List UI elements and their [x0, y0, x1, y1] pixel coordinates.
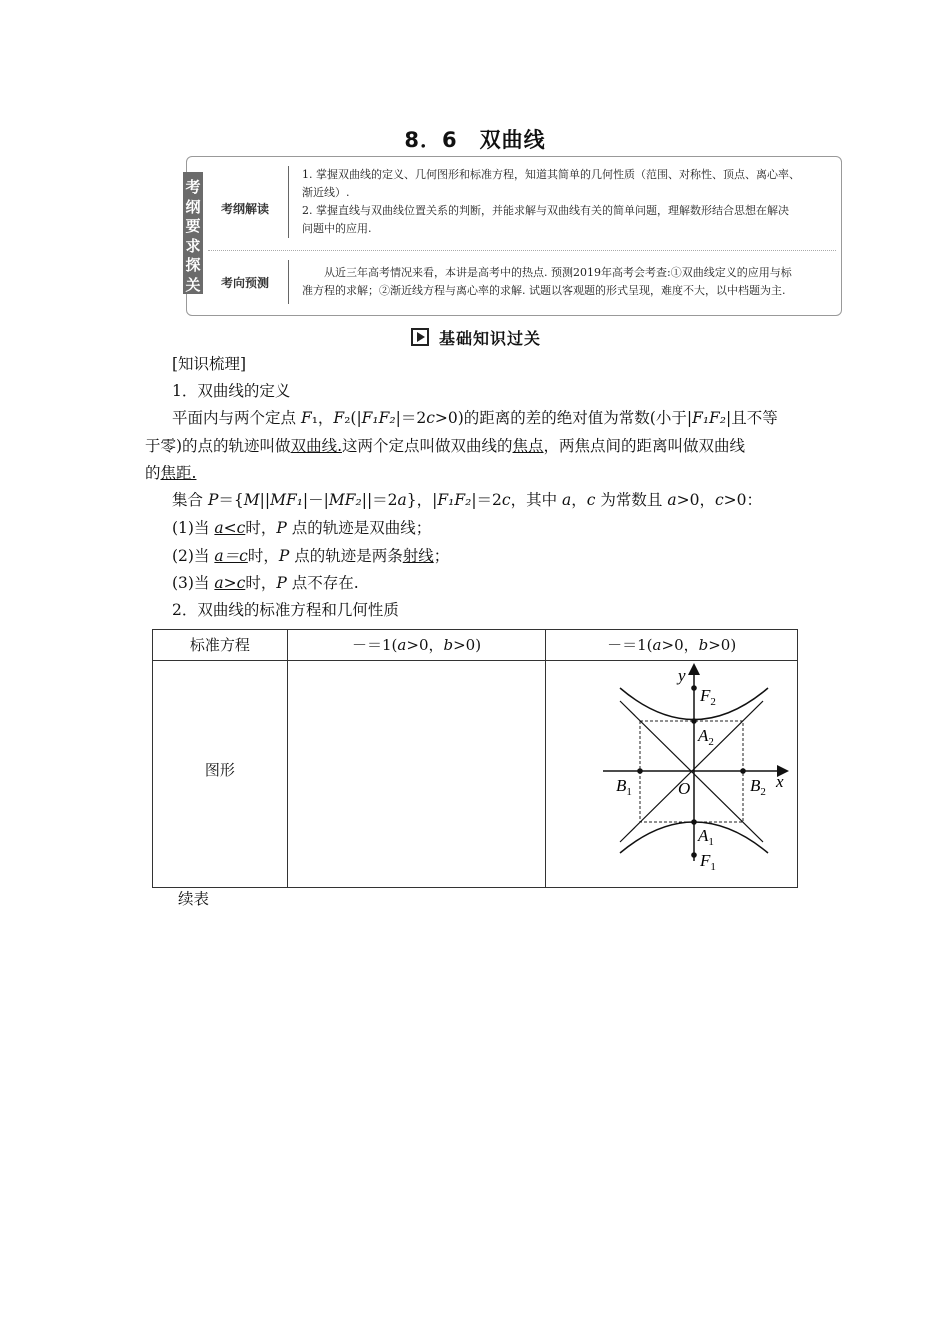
hyperbola-figure [598, 661, 798, 877]
syllabus-side-label [183, 172, 203, 294]
heading-standard-equation: 2．双曲线的标准方程和几何性质 [172, 601, 399, 619]
table-row-label: 图形 [204, 761, 235, 779]
syllabus-line: 从近三年高考情况来看，本讲是高考中的热点. 预测2019年高考会考查:①双曲线定义的应用与标 [302, 266, 792, 279]
syllabus-line: 渐近线）. [302, 186, 350, 199]
label-A2: $A_2$ [698, 726, 715, 748]
syllabus-line: 1. 掌握双曲线的定义、几何图形和标准方程，知道其简单的几何性质（范围、对称性、顶点、离心率、 [302, 168, 800, 181]
syllabus-row-label: 考纲解读 [220, 202, 269, 216]
side-char: 探 [185, 256, 201, 274]
definition-line-2: 于零)的点的轨迹叫做双曲线.这两个定点叫做双曲线的焦点，两焦点间的距离叫做双曲线 [145, 437, 746, 455]
set-definition: 集合 P＝{M||MF₁|－|MF₂||＝2a}，|F₁F₂|＝2c，其中 a，c 为常数且 a>0，c>0： [172, 491, 762, 509]
table-row-label-cell [153, 661, 288, 888]
definition-line-1: 平面内与两个定点 F₁，F₂(|F₁F₂|＝2c>0)的距离的差的绝对值为常数(小于|F₁F₂|且不等 [172, 409, 778, 427]
section-tag: [知识梳理] [172, 355, 247, 373]
figure-vertical-cell [546, 661, 798, 888]
syllabus-row-label: 考向预测 [220, 276, 269, 290]
equation-horizontal: －＝1(a>0，b>0) [287, 630, 546, 661]
syllabus-row-text [302, 166, 832, 238]
point-B1 [638, 768, 644, 774]
term-hyperbola: 双曲线. [290, 437, 342, 455]
case-3: (3)当 a>c时，P 点不存在. [172, 574, 359, 592]
heading-definition: 1．双曲线的定义 [172, 382, 291, 400]
properties-table [152, 629, 798, 888]
label-B2: $B_2$ [750, 776, 767, 798]
case-2: (2)当 a＝c时，P 点的轨迹是两条射线； [172, 547, 450, 565]
syllabus-line: 准方程的求解；②渐近线方程与离心率的求解. 试题以客观题的形式呈现，难度不大，以中档题为主. [302, 284, 786, 297]
point-A2 [692, 718, 698, 724]
side-char: 要 [185, 217, 201, 235]
syllabus-line: 2. 掌握直线与双曲线位置关系的判断，并能求解与双曲线有关的简单问题，理解数形结合思想在解决 [302, 204, 789, 217]
section-banner [411, 326, 541, 348]
label-A1: $A_1$ [698, 826, 715, 848]
syllabus-line: 问题中的应用. [302, 222, 372, 235]
term-focal-distance: 焦距. [160, 464, 197, 482]
syllabus-row-bar [288, 166, 289, 238]
banner-title: 基础知识过关 [439, 328, 542, 348]
label-x: x [776, 772, 784, 791]
point-F2 [692, 685, 698, 691]
continued-label: 续表 [178, 890, 210, 908]
definition-line-3: 的焦距. [145, 464, 197, 482]
figure-horizontal-empty [287, 661, 546, 888]
equation-vertical: －＝1(a>0，b>0) [546, 630, 798, 661]
point-B2 [741, 768, 747, 774]
label-F2: $F_2$ [700, 686, 717, 708]
side-char: 求 [185, 236, 201, 255]
table-header-label: 标准方程 [153, 630, 288, 661]
syllabus-row-bar [288, 260, 289, 304]
play-icon [411, 328, 429, 346]
label-O: O [678, 779, 691, 798]
syllabus-row-text [302, 264, 832, 300]
side-char: 考 [185, 178, 201, 196]
label-F1: $F_1$ [700, 851, 717, 873]
term-focus: 焦点 [512, 437, 544, 455]
point-A1 [692, 819, 698, 825]
case-1: (1)当 a<c时，P 点的轨迹是双曲线； [172, 519, 432, 537]
page-title: 8．6 双曲线 [404, 128, 546, 152]
syllabus-divider [208, 250, 836, 251]
label-y: y [678, 666, 686, 685]
label-B1: $B_1$ [616, 776, 633, 798]
side-char: 纲 [185, 197, 201, 216]
side-char: 关 [185, 275, 201, 294]
point-F1 [692, 852, 698, 858]
